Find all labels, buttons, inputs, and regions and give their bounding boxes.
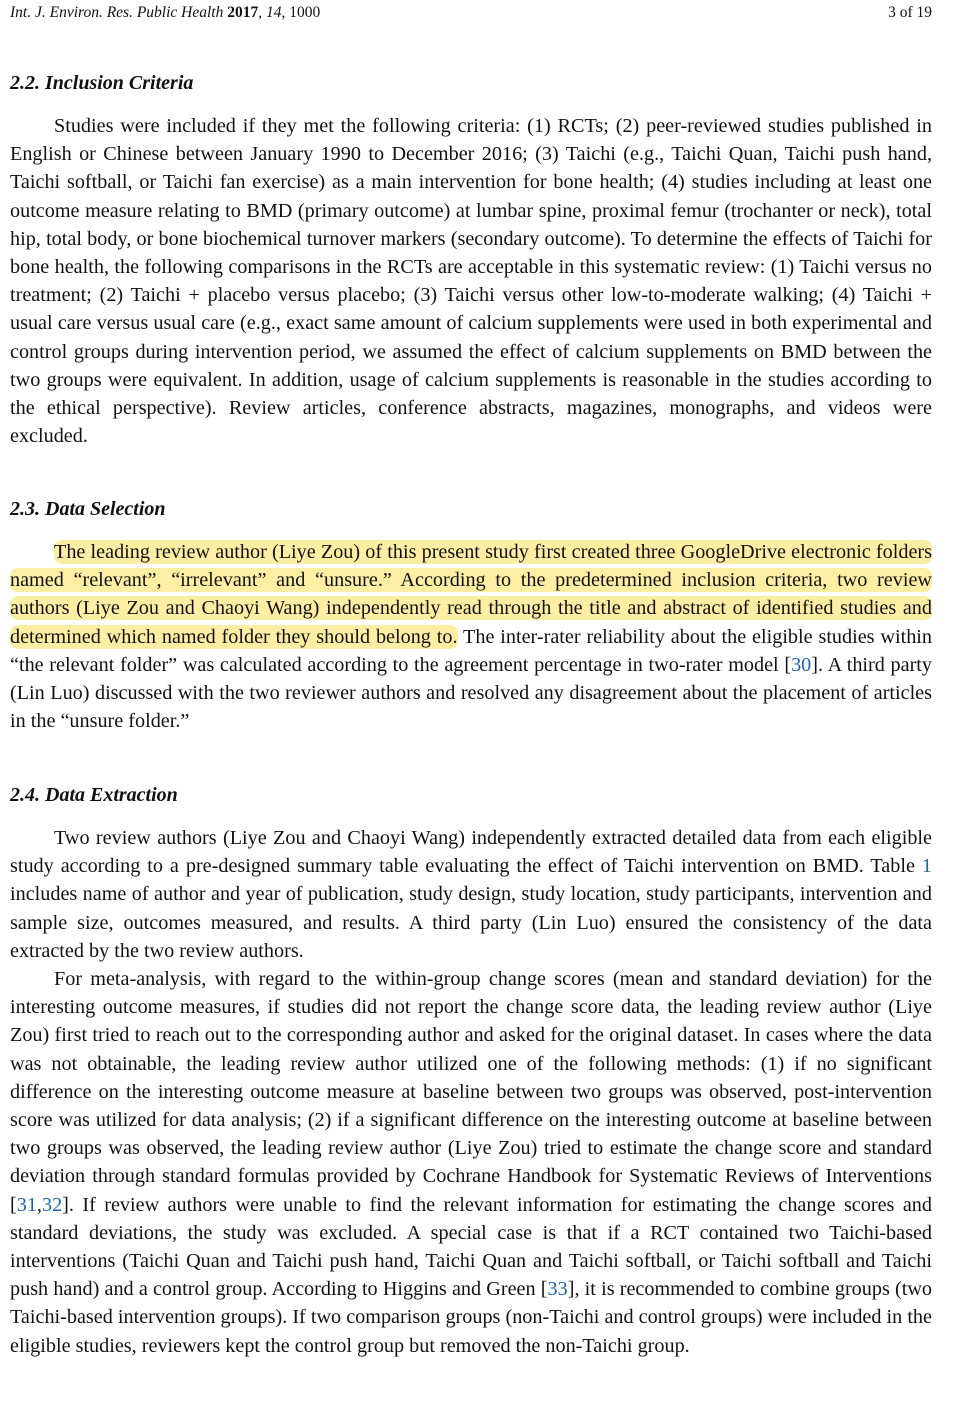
section-heading-inclusion: 2.2. Inclusion Criteria (10, 72, 194, 94)
citation-link-31[interactable]: 31 (16, 1193, 37, 1216)
citation-link-33[interactable]: 33 (547, 1278, 568, 1301)
paragraph-inclusion-criteria: Studies were included if they met the following criteria: (1) RCTs; (2) peer-reviewed studies published in English or Chinese between January 1990 to December 2016; (3) Taichi (e.g., Taichi Quan, Taichi push hand, Taichi softball, or Taichi fan exercise) as a main intervention for bone health; (4) studies including at least one outcome measure relating to BMD (primary outcome) at lumbar spine, proximal femur (trochanter or neck), total hip, total body, or bone biochemical turnover markers (secondary outcome). To determine the effects of Taichi for bone health, the following comparisons in the RCTs are acceptable in this systematic review: (1) Taichi versus no treatment; (2) Taichi + placebo versus placebo; (3) Taichi versus other low-to-moderate walking; (4) Taichi + usual care versus usual care (e.g., exact same amount of calcium supplements were used in both experimental and control groups during intervention period, we assumed the effect of calcium supplements on BMD between the two groups were equivalent. In addition, usage of calcium supplements is reasonable in the studies according to the ethical perspective). Review articles, conference abstracts, magazines, monographs, and videos were excluded. (10, 115, 932, 448)
paragraph-data-extraction-2: For meta-analysis, with regard to the within-group change scores (mean and standard deviation) for the interesting outcome measures, if studies did not report the change score data, the leading review author (Liye Zou) first tried to reach out to the corresponding author and asked for the original dataset. In cases where the data was not obtainable, the leading review author utilized one of the following methods: (1) if no significant difference on the interesting outcome measure at baseline between two groups was observed, post-intervention score was utilized for data analysis; (2) if a significant difference on the interesting outcome at baseline between two groups was observed, the leading review author (Liye Zou) tried to estimate the change score and standard deviation through standard formulas provided by Cochrane Handbook for Systematic Reviews of Interventions [31,32]. If review authors were unable to find the relevant information for estimating the change scores and standard deviations, the study was excluded. A special case is that if a RCT contained two Taichi-based interventions (Taichi Quan and Taichi push hand, Taichi Quan and Taichi softball, or Taichi softball and Taichi push hand) and a control group. According to Higgins and Green [33], it is recommended to combine groups (two Taichi-based intervention groups). If two comparison groups (non-Taichi and control groups) were included in the eligible studies, reviewers kept the control group but removed the non-Taichi group. (10, 968, 933, 1357)
running-head (10, 4, 932, 22)
paragraph-data-extraction-1: Two review authors (Liye Zou and Chaoyi Wang) independently extracted detailed data from each eligible study according to a pre-designed summary table evaluating the effect of Taichi intervention on BMD. Table 1 includes name of author and year of publication, study design, study location, study participants, intervention and sample size, outcomes measured, and results. A third party (Lin Luo) ensured the consistency of the data extracted by the two review authors. (10, 827, 932, 962)
citation-link-30[interactable]: 30 (791, 653, 812, 676)
journal-citation: Int. J. Environ. Res. Public Health 2017, 14, 1000 (10, 4, 321, 21)
paragraph-data-selection: The leading review author (Liye Zou) of this present study first created three GoogleDrive electronic folders named “relevant”, “irrelevant” and “unsure.” According to the predetermined inclusion criteria, two review authors (Liye Zou and Chaoyi Wang) independently read through the title and abstract of identified studies and determined which named folder they should belong to. The inter-rater reliability about the eligible studies within “the relevant folder” was calculated according to the agreement percentage in two-rater model [30]. A third party (Lin Luo) discussed with the two reviewer authors and resolved any disagreement about the placement of articles in the “unsure folder.” (10, 541, 932, 733)
citation-link-32[interactable]: 32 (41, 1193, 63, 1216)
section-heading-selection: 2.3. Data Selection (10, 498, 166, 520)
highlighted-text: The leading review author (Liye Zou) of this present study first created three GoogleDrive electronic folders named “relevant”, “irrelevant” and “unsure.” According to the predetermined inclusion criteria, two review authors (Liye Zou and Chaoyi Wang) independently read through the title and abstract of identified studies and determined which named folder they should belong to. (10, 541, 932, 648)
section-heading-extraction: 2.4. Data Extraction (10, 784, 178, 806)
page-number: 3 of 19 (888, 4, 932, 21)
table-link-1[interactable]: 1 (921, 855, 932, 878)
